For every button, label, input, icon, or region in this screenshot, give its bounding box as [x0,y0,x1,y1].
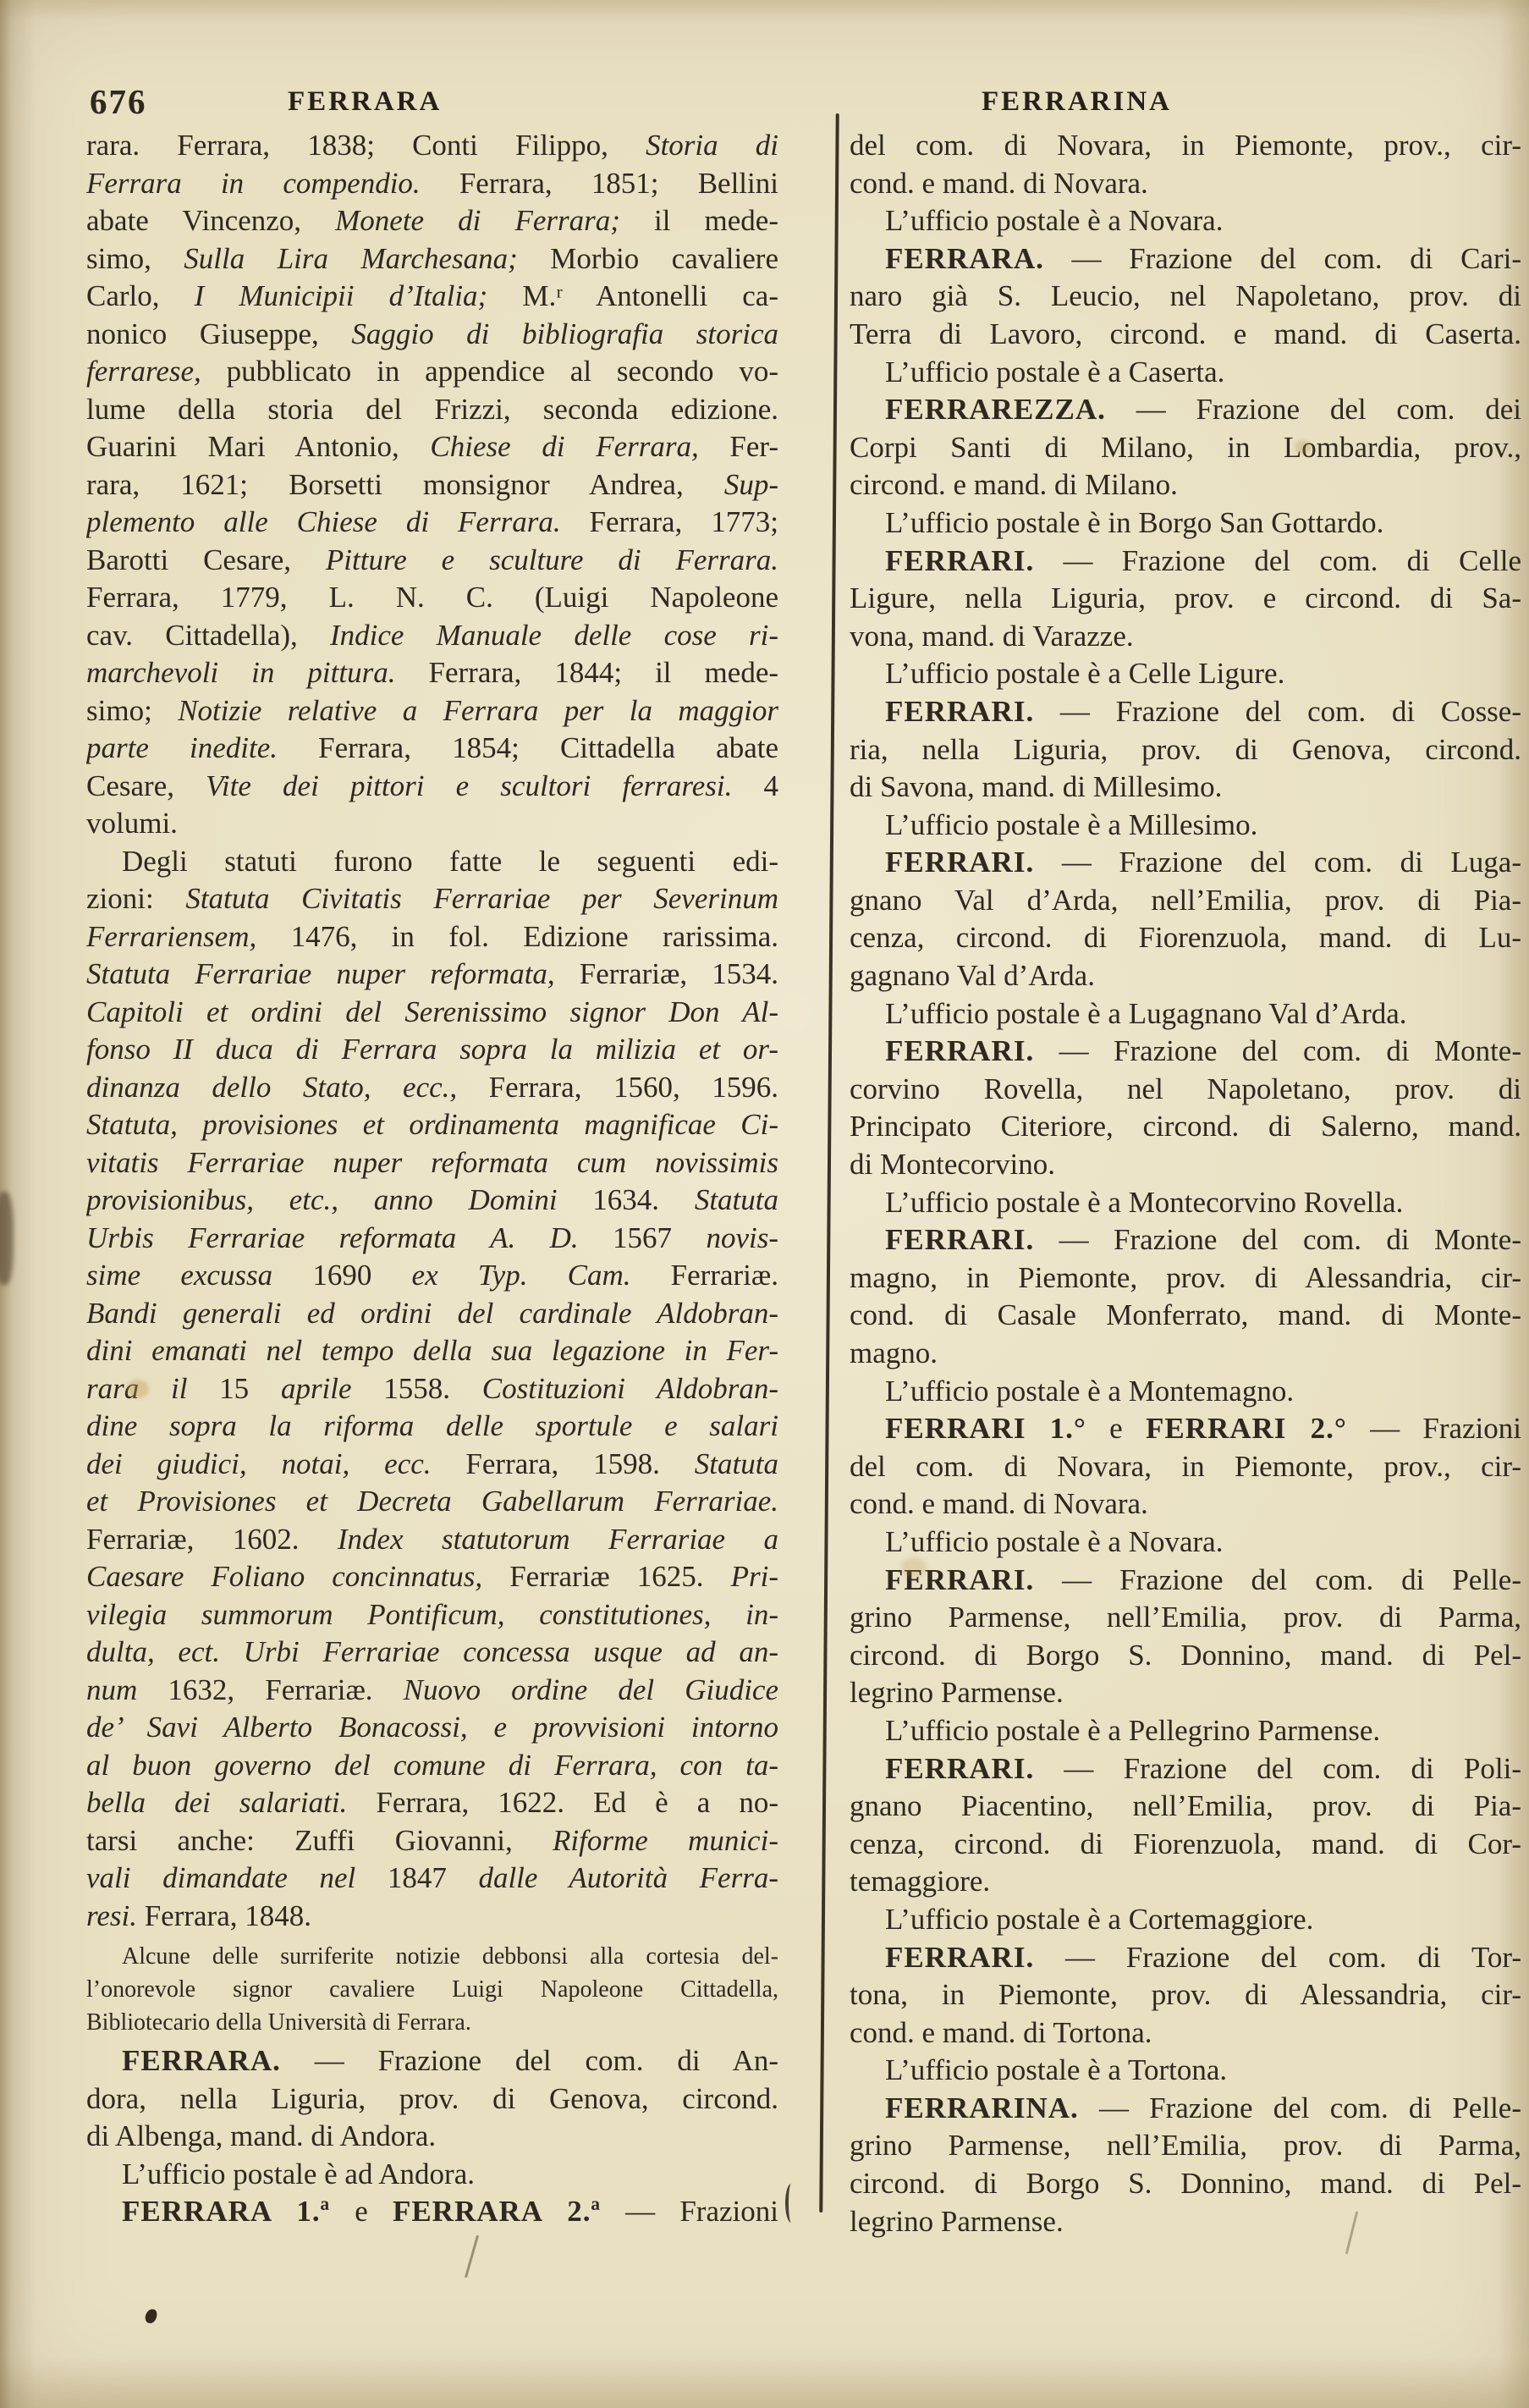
text-line: Carlo, I Municipii d’Italia; M.ʳ Antonelli ca- [86,279,778,312]
text-line: ria, nella Liguria, prov. di Genova, circond. [850,732,1521,766]
text-line: cond. di Casale Monferrato, mand. di Monte- [850,1298,1521,1332]
text-line: L’ufficio postale è a Montemagno. [885,1374,1295,1408]
text-line: di Montecorvino. [850,1148,1056,1182]
text-line: magno. [850,1336,938,1369]
text-line: cond. e mand. di Novara. [850,1487,1148,1521]
text-line: L’ufficio postale è a Lugagnano Val d’Arda. [885,996,1407,1030]
text-line: nonico Giuseppe, Saggio di bibliografia storica [86,317,778,350]
text-line: L’ufficio postale è a Novara. [885,1524,1224,1558]
text-line: FERRARI 1.° e FERRARI 2.° — Frazioni [885,1412,1521,1446]
text-line: legrino Parmense. [850,2204,1064,2238]
text-line: dora, nella Liguria, prov. di Genova, circond. [86,2081,778,2115]
edge-ink-stain [0,1192,14,1285]
text-line: naro già S. Leucio, nel Napoletano, prov. di [850,279,1521,313]
text-line: L’ufficio postale è a Tortona. [885,2053,1228,2087]
text-line: cenza, circond. di Fiorenzuola, mand. di Lu- [850,921,1521,955]
text-line: L’ufficio postale è a Caserta. [885,355,1225,388]
text-line: dei giudici, notai, ecc. Ferrara, 1598. Statuta [86,1446,778,1480]
text-line: Bibliotecario della Università di Ferrara. [86,2009,471,2036]
text-line: FERRARI. — Frazione del com. di Monte- [885,1223,1521,1257]
ink-blot [144,2308,157,2324]
text-line: Degli statuti furono fatte le seguenti edi- [122,844,778,878]
text-line: FERRARA. — Frazione del com. di An- [122,2044,778,2077]
column-divider-rule [819,113,839,2212]
text-line: parte inedite. Ferrara, 1854; Cittadella abate [86,731,778,764]
text-line: gnano Piacentino, nell’Emilia, prov. di Pia- [850,1789,1521,1823]
text-line: del com. di Novara, in Piemonte, prov., cir- [850,129,1521,162]
text-line: abate Vincenzo, Monete di Ferrara; il mede- [86,204,778,237]
text-line: FERRARI. — Frazione del com. di Monte- [885,1034,1521,1068]
foxing-stain [1295,440,1312,454]
text-line: dine sopra la riforma delle sportule e salari [86,1409,778,1442]
text-line: rara il 15 aprile 1558. Costituzioni Aldobran- [86,1371,778,1405]
text-line: FERRARI. — Frazione del com. di Poli- [885,1751,1521,1785]
text-line: circond. di Borgo S. Donnino, mand. di Pel- [850,1638,1521,1672]
text-line: cav. Cittadella), Indice Manuale delle cose ri- [86,618,778,652]
text-line: circond. di Borgo S. Donnino, mand. di Pel- [850,2167,1521,2201]
text-line: Ferrara in compendio. Ferrara, 1851; Bellini [86,166,778,200]
text-line: Bandi generali ed ordini del cardinale Aldobran- [86,1296,778,1330]
text-line: legrino Parmense. [850,1676,1064,1710]
text-line: FERRARI. — Frazione del com. di Celle [885,543,1521,577]
text-line: Principato Citeriore, circond. di Salerno, mand. [850,1110,1521,1143]
text-line: dinanza dello Stato, ecc., Ferrara, 1560, 1596. [86,1070,778,1104]
text-line: dini emanati nel tempo della sua legazione in Fer- [86,1334,778,1367]
text-line: FERRARA. — Frazione del com. di Cari- [885,241,1521,275]
pencil-mark-left [465,2235,479,2279]
text-line: Ferrariæ, 1602. Index statutorum Ferrariae a [86,1522,778,1556]
text-line: circond. e mand. di Milano. [850,468,1178,502]
text-line: vitatis Ferrariae nuper reformata cum novissimis [86,1145,778,1179]
text-line: fonso II duca di Ferrara sopra la milizia et or- [86,1033,778,1066]
text-line: Statuta, provisiones et ordinamenta magnificae Ci- [86,1108,778,1141]
text-line: de’ Savi Alberto Bonacossi, e provvisioni intorno [86,1711,778,1744]
text-line: grino Parmense, nell’Emilia, prov. di Parma, [850,2129,1521,2163]
text-line: FERRARI. — Frazione del com. di Cosse- [885,694,1521,728]
foxing-stain [127,1380,149,1398]
text-line: Alcune delle surriferite notizie debbonsi alla cortesia del- [122,1943,778,1970]
text-line: di Savona, mand. di Millesimo. [850,770,1223,804]
text-line: L’ufficio postale è in Borgo San Gottardo. [885,505,1384,539]
text-line: al buon governo del comune di Ferrara, con ta- [86,1748,778,1782]
text-line: num 1632, Ferrariæ. Nuovo ordine del Giudice [86,1672,778,1706]
ink-brace-mark [785,2184,797,2223]
text-line: FERRARINA. — Frazione del com. di Pelle- [885,2091,1521,2124]
text-line: sime excussa 1690 ex Typ. Cam. Ferrariæ. [86,1259,778,1292]
text-line: Corpi Santi di Milano, in Lombardia, prov., [850,430,1521,464]
right-column [850,127,1521,2240]
running-head-left: FERRARA [288,86,443,117]
text-line: tarsi anche: Zuffi Giovanni, Riforme munici- [86,1823,778,1857]
running-head-right: FERRARINA [982,86,1172,117]
text-line: L’ufficio postale è a Celle Ligure. [885,657,1285,691]
text-line: gagnano Val d’Arda. [850,959,1095,993]
text-line: vilegia summorum Pontificum, constitutiones, in- [86,1597,778,1631]
text-line: bella dei salariati. Ferrara, 1622. Ed è a no- [86,1786,778,1819]
text-line: rara, 1621; Borsetti monsignor Andrea, Sup- [86,467,778,501]
text-line: simo; Notizie relative a Ferrara per la maggior [86,693,778,727]
foxing-stain [901,1557,927,1578]
text-line: del com. di Novara, in Piemonte, prov., cir- [850,1449,1521,1483]
text-line: FERRARI. — Frazione del com. di Luga- [885,846,1521,879]
text-line: dulta, ect. Urbi Ferrariae concessa usque ad an- [86,1635,778,1668]
text-line: zioni: Statuta Civitatis Ferrariae per Severinum [86,882,778,915]
text-line: FERRARI. — Frazione del com. di Pelle- [885,1562,1521,1596]
text-line: L’ufficio postale è a Novara. [885,204,1224,238]
text-line: Terra di Lavoro, circond. e mand. di Caserta. [850,317,1521,350]
text-line: lume della storia del Frizzi, seconda edizione. [86,392,778,426]
right-column-entries [850,127,1521,2240]
text-line: corvino Rovella, nel Napoletano, prov. di [850,1072,1521,1105]
text-line: temaggiore. [850,1865,991,1898]
text-line: grino Parmense, nell’Emilia, prov. di Parma, [850,1601,1521,1634]
text-line: et Provisiones et Decreta Gabellarum Ferrariae. [86,1485,778,1518]
text-line: provisionibus, etc., anno Domini 1634. Statuta [86,1183,778,1216]
text-line: gnano Val d’Arda, nell’Emilia, prov. di Pia- [850,883,1521,917]
text-line: magno, in Piemonte, prov. di Alessandria, cir- [850,1260,1521,1294]
text-line: plemento alle Chiese di Ferrara. Ferrara, 1773; [86,505,778,538]
text-line: Ferrariensem, 1476, in fol. Edizione rarissima. [86,919,778,953]
text-line: L’ufficio postale è a Millesimo. [885,807,1258,841]
text-line: Ferrara, 1779, L. N. C. (Luigi Napoleone [86,581,778,614]
text-line: resi. Ferrara, 1848. [86,1898,311,1932]
page-number: 676 [90,82,147,121]
text-line: L’ufficio postale è a Cortemaggiore. [885,1902,1314,1936]
text-line: FERRARA 1.ª e FERRARA 2.ª — Frazioni [122,2195,778,2228]
text-line: Caesare Foliano concinnatus, Ferrariæ 1625. Pri- [86,1560,778,1593]
text-line: l’onorevole signor cavaliere Luigi Napoleone Cittadella, [86,1976,778,2003]
text-line: tona, in Piemonte, prov. di Alessandria, cir- [850,1978,1521,2012]
text-line: Urbis Ferrariae reformata A. D. 1567 novis- [86,1221,778,1254]
left-column-entries [86,2042,778,2231]
text-line: cenza, circond. di Fiorenzuola, mand. di Cor- [850,1827,1521,1860]
text-line: ferrarese, pubblicato in appendice al secondo vo- [86,355,778,388]
text-line: volumi. [86,807,178,840]
text-line: L’ufficio postale è a Pellegrino Parmense. [885,1713,1381,1747]
text-line: vali dimandate nel 1847 dalle Autorità Ferra- [86,1861,778,1894]
text-line: Capitoli et ordini del Serenissimo signor Don Al- [86,995,778,1028]
text-line: Guarini Mari Antonio, Chiese di Ferrara, Fer- [86,430,778,463]
text-line: rara. Ferrara, 1838; Conti Filippo, Storia di [86,129,778,162]
text-line: cond. e mand. di Novara. [850,166,1148,200]
left-column [86,127,778,2231]
text-line: Cesare, Vite dei pittori e scultori ferraresi. 4 [86,769,778,802]
text-line: vona, mand. di Varazze. [850,619,1134,653]
text-line: FERRAREZZA. — Frazione del com. dei [885,393,1521,427]
text-line: di Albenga, mand. di Andora. [86,2119,437,2152]
text-line: simo, Sulla Lira Marchesana; Morbio cavaliere [86,241,778,275]
text-line: Ligure, nella Liguria, prov. e circond. di Sa- [850,581,1521,615]
text-line: Barotti Cesare, Pitture e sculture di Ferrara. [86,543,778,576]
footnote-text [86,1940,778,2039]
text-line: Statuta Ferrariae nuper reformata, Ferrariæ, 1534. [86,957,778,990]
text-line: L’ufficio postale è a Montecorvino Rovella. [885,1185,1404,1219]
text-line: marchevoli in pittura. Ferrara, 1844; il mede- [86,656,778,689]
text-line: cond. e mand. di Tortona. [850,2015,1152,2049]
text-line: FERRARI. — Frazione del com. di Tor- [885,1940,1521,1974]
left-column-bibliography-text [86,127,778,1935]
text-line: L’ufficio postale è ad Andora. [122,2157,475,2190]
